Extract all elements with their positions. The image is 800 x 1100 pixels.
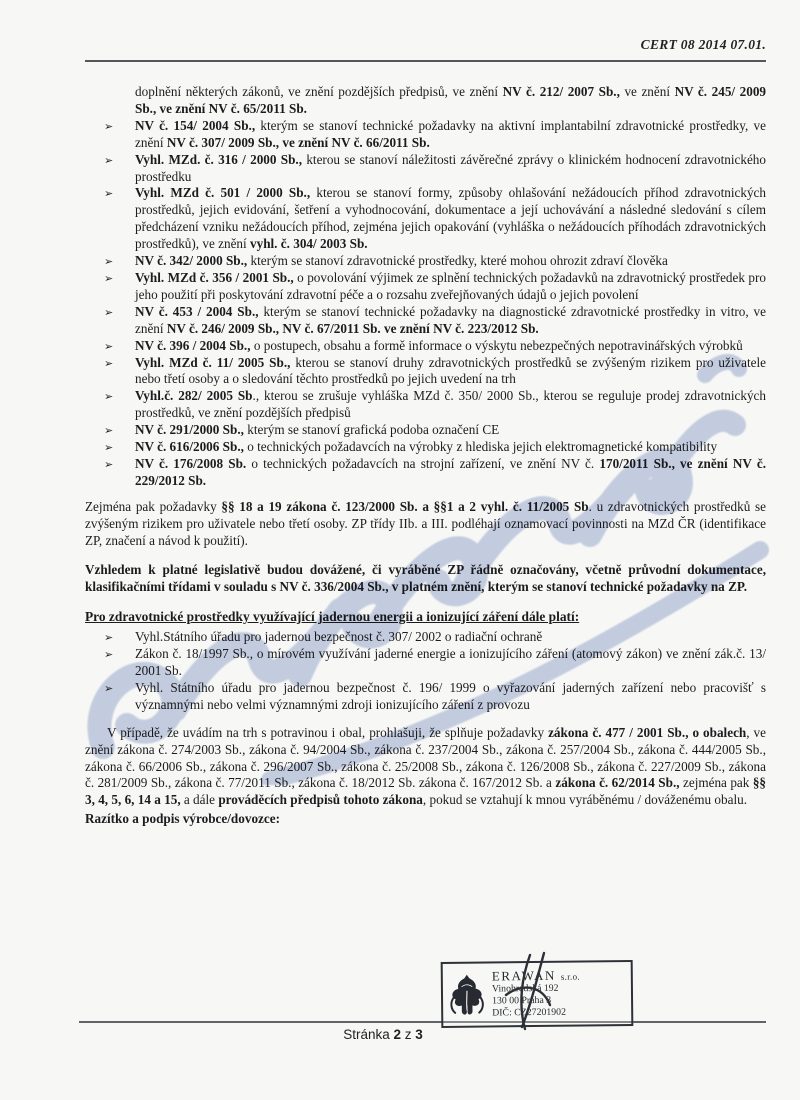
law-list-item-text: NV č. 154/ 2004 Sb., kterým se stanoví technické požadavky na aktivní implantabilní zdravotnické prostředky, ve znění NV č. 307/ 2009 Sb., ve znění NV č. 66/2011 Sb. [135,117,766,150]
paragraph-vzhledem: Vzhledem k platné legislativě budou dovážené, či vyráběné ZP řádně označovány, včetně průvodní dokumentace, klasifikačními třídami v souladu s NV č. 336/2004 Sb., v platném znění, kterým se stanoví technické požadavky na ZP. [85,562,766,595]
arrow-bullet-icon: ➢ [104,648,114,662]
page-number: Stránka 2 z 3 [343,1027,423,1042]
nuclear-list-item [85,629,766,646]
arrow-bullet-icon: ➢ [104,305,114,319]
law-list-item [85,304,766,338]
law-list-item-text: Vyhl. MZd č. 501 / 2000 Sb., kterou se stanoví formy, způsoby ohlašování nežádoucích příhod zdravotnických prostředků, jejich evidování, šetření a vyhodnocování, dokumentace a její uchovávání a následné sledování s cílem předcházení vzniku nežádoucích příhod, zejména jejich opakování (vyhláška o nežádoucích příhodách zdravotnických prostředků), ve znění vyhl. č. 304/ 2003 Sb. [135,185,766,252]
law-list [85,118,766,490]
law-list-item-text: Vyhl. MZd č. 356 / 2001 Sb., o povolování výjimek ze splnění technických požadavků na zdravotnický prostředek pro jeho použití při poskytování zdravotní péče a o rozsahu zveřejňovaných údajů o jejich povolení [135,269,766,302]
paragraph-obaly: V případě, že uvádím na trh s potravinou i obal, prohlašuji, že splňuje požadavky zákona č. 477 / 2001 Sb., o obalech, ve znění zákona č. 274/2003 Sb., zákona č. 94/2004 Sb., zákona č. 237/2004 Sb., zákona č. 257/2004 Sb., zákona č. 444/2005 Sb., zákona č. 66/2006 Sb., zákona č. 296/2007 Sb., zákona č. 25/2008 Sb., zákona č. 126/2008 Sb., zákona č. 227/2009 Sb., zákona č. 281/2009 Sb., zákona č. 77/2011 Sb., zákona č. 18/2012 Sb. zákona č. 167/2012 Sb. a zákona č. 62/2014 Sb., zejména pak §§ 3, 4, 5, 6, 14 a 15, a dále prováděcích předpisů tohoto zákona, pokud se vztahují k mnou vyráběnému / dováženému obalu. [85,724,766,808]
arrow-bullet-icon: ➢ [104,441,114,455]
arrow-bullet-icon: ➢ [104,390,114,404]
law-list-item [85,270,766,304]
paragraph-zejmena: Zejména pak požadavky §§ 18 a 19 zákona č. 123/2000 Sb. a §§1 a 2 vyhl. č. 11/2005 Sb. u zdravotnických prostředků se zvýšeným rizikem pro uživatele nebo třetí osoby. ZP třídy IIb. a III. podléhají oznamovací povinnosti na MZd ČR (identifikace ZP, značení a návod k použití). [85,498,766,548]
arrow-bullet-icon: ➢ [104,681,114,695]
law-list-item-text: NV č. 396 / 2004 Sb., o postupech, obsahu a formě informace o výskytu nebezpečných nepotravinářských výrobků [135,337,743,353]
stamp-company-suffix: s.r.o. [560,971,580,982]
header-rule [85,60,766,62]
law-list-item-text: NV č. 453 / 2004 Sb., kterým se stanoví technické požadavky na diagnostické zdravotnické prostředky in vitro, ve znění NV č. 246/ 2009 Sb., NV č. 67/2011 Sb. ve znění NV č. 223/2012 Sb. [135,303,766,336]
law-list-item-text: NV č. 291/2000 Sb., kterým se stanoví grafická podoba označení CE [135,422,500,438]
law-list-item [85,152,766,186]
nuclear-list-item [85,646,766,680]
stamp-signature-label: Razítko a podpis výrobce/dovozce: [85,811,280,827]
intro-continuation-paragraph: doplnění některých zákonů, ve znění pozdějších předpisů, ve znění NV č. 212/ 2007 Sb., ve znění NV č. 245/ 2009 Sb., ve znění NV č. 65/2011 Sb. [135,84,767,116]
stamp-company-name [492,969,580,983]
stamp-address-line1: Vinohradská 192 [491,982,559,994]
company-stamp [441,960,634,1028]
document-body [85,84,766,828]
stamp-address-line2: 130 00 Praha 3 [492,994,552,1006]
nuclear-list-item-text: Zákon č. 18/1997 Sb., o mírovém využívání jaderné energie a ionizujícího záření (atomový zákon) ve znění zák.č. 13/ 2001 Sb. [135,646,766,678]
nuclear-section-heading: Pro zdravotnické prostředky využívající jadernou energii a ionizující záření dále platí: [85,609,580,625]
law-list-item [85,422,766,439]
arrow-bullet-icon: ➢ [104,631,114,645]
law-list-item-text: NV č. 342/ 2000 Sb., kterým se stanoví zdravotnické prostředky, které mohou ohrozit zdraví člověka [135,253,668,269]
arrow-bullet-icon: ➢ [104,153,114,167]
law-list-item [85,439,766,456]
erawan-elephant-logo-icon [447,970,488,1020]
law-list-item [85,185,766,253]
nuclear-list [85,629,766,714]
footer-rule [79,1021,766,1023]
stamp-company-text: ERAWAN [491,967,557,983]
stamp-vat-id: DIČ: CZ27201902 [492,1006,566,1018]
law-list-item-text: Vyhl. MZd. č. 316 / 2000 Sb., kterou se stanoví náležitosti závěrečné zprávy o klinickém hodnocení zdravotnického prostředku [135,151,766,184]
law-list-item-text: NV č. 176/2008 Sb. o technických požadavcích na strojní zařízení, ve znění NV č. 170/2011 Sb., ve znění NV č. 229/2012 Sb. [135,455,766,488]
arrow-bullet-icon: ➢ [104,356,114,370]
arrow-bullet-icon: ➢ [104,424,114,438]
law-list-item [85,388,766,422]
arrow-bullet-icon: ➢ [104,119,114,133]
law-list-item-text: NV č. 616/2006 Sb., o technických požadavcích na výrobky z hlediska jejich elektromagnetické kompatibility [135,439,718,455]
law-list-item-text: Vyhl. MZd č. 11/ 2005 Sb., kterou se stanoví druhy zdravotnických prostředků se zvýšeným rizikem pro uživatele nebo třetí osoby a o sledování těchto prostředků po jejich uvedení na trh [135,354,766,387]
law-list-item [85,338,766,355]
arrow-bullet-icon: ➢ [104,271,114,285]
nuclear-list-item-text: Vyhl.Státního úřadu pro jadernou bezpečnost č. 307/ 2002 o radiační ochraně [135,629,543,645]
arrow-bullet-icon: ➢ [104,339,114,353]
arrow-bullet-icon: ➢ [104,255,114,269]
law-list-item [85,456,766,490]
arrow-bullet-icon: ➢ [104,187,114,201]
document-code: CERT 08 2014 07.01. [640,37,766,52]
law-list-item [85,253,766,270]
nuclear-list-item [85,680,766,714]
nuclear-list-item-text: Vyhl. Státního úřadu pro jadernou bezpečnost č. 196/ 1999 o vyřazování jaderných zařízení nebo pracovišť s významnými nebo velmi významnými zdroji ionizujícího záření z provozu [135,679,766,712]
law-list-item-text: Vyhl.č. 282/ 2005 Sb., kterou se zrušuje vyhláška MZd č. 350/ 2000 Sb., kterou se reguluje prodej zdravotnických prostředků, ve znění pozdějších předpisů [135,388,766,421]
law-list-item [85,118,766,152]
law-list-item [85,355,766,389]
arrow-bullet-icon: ➢ [104,457,114,471]
